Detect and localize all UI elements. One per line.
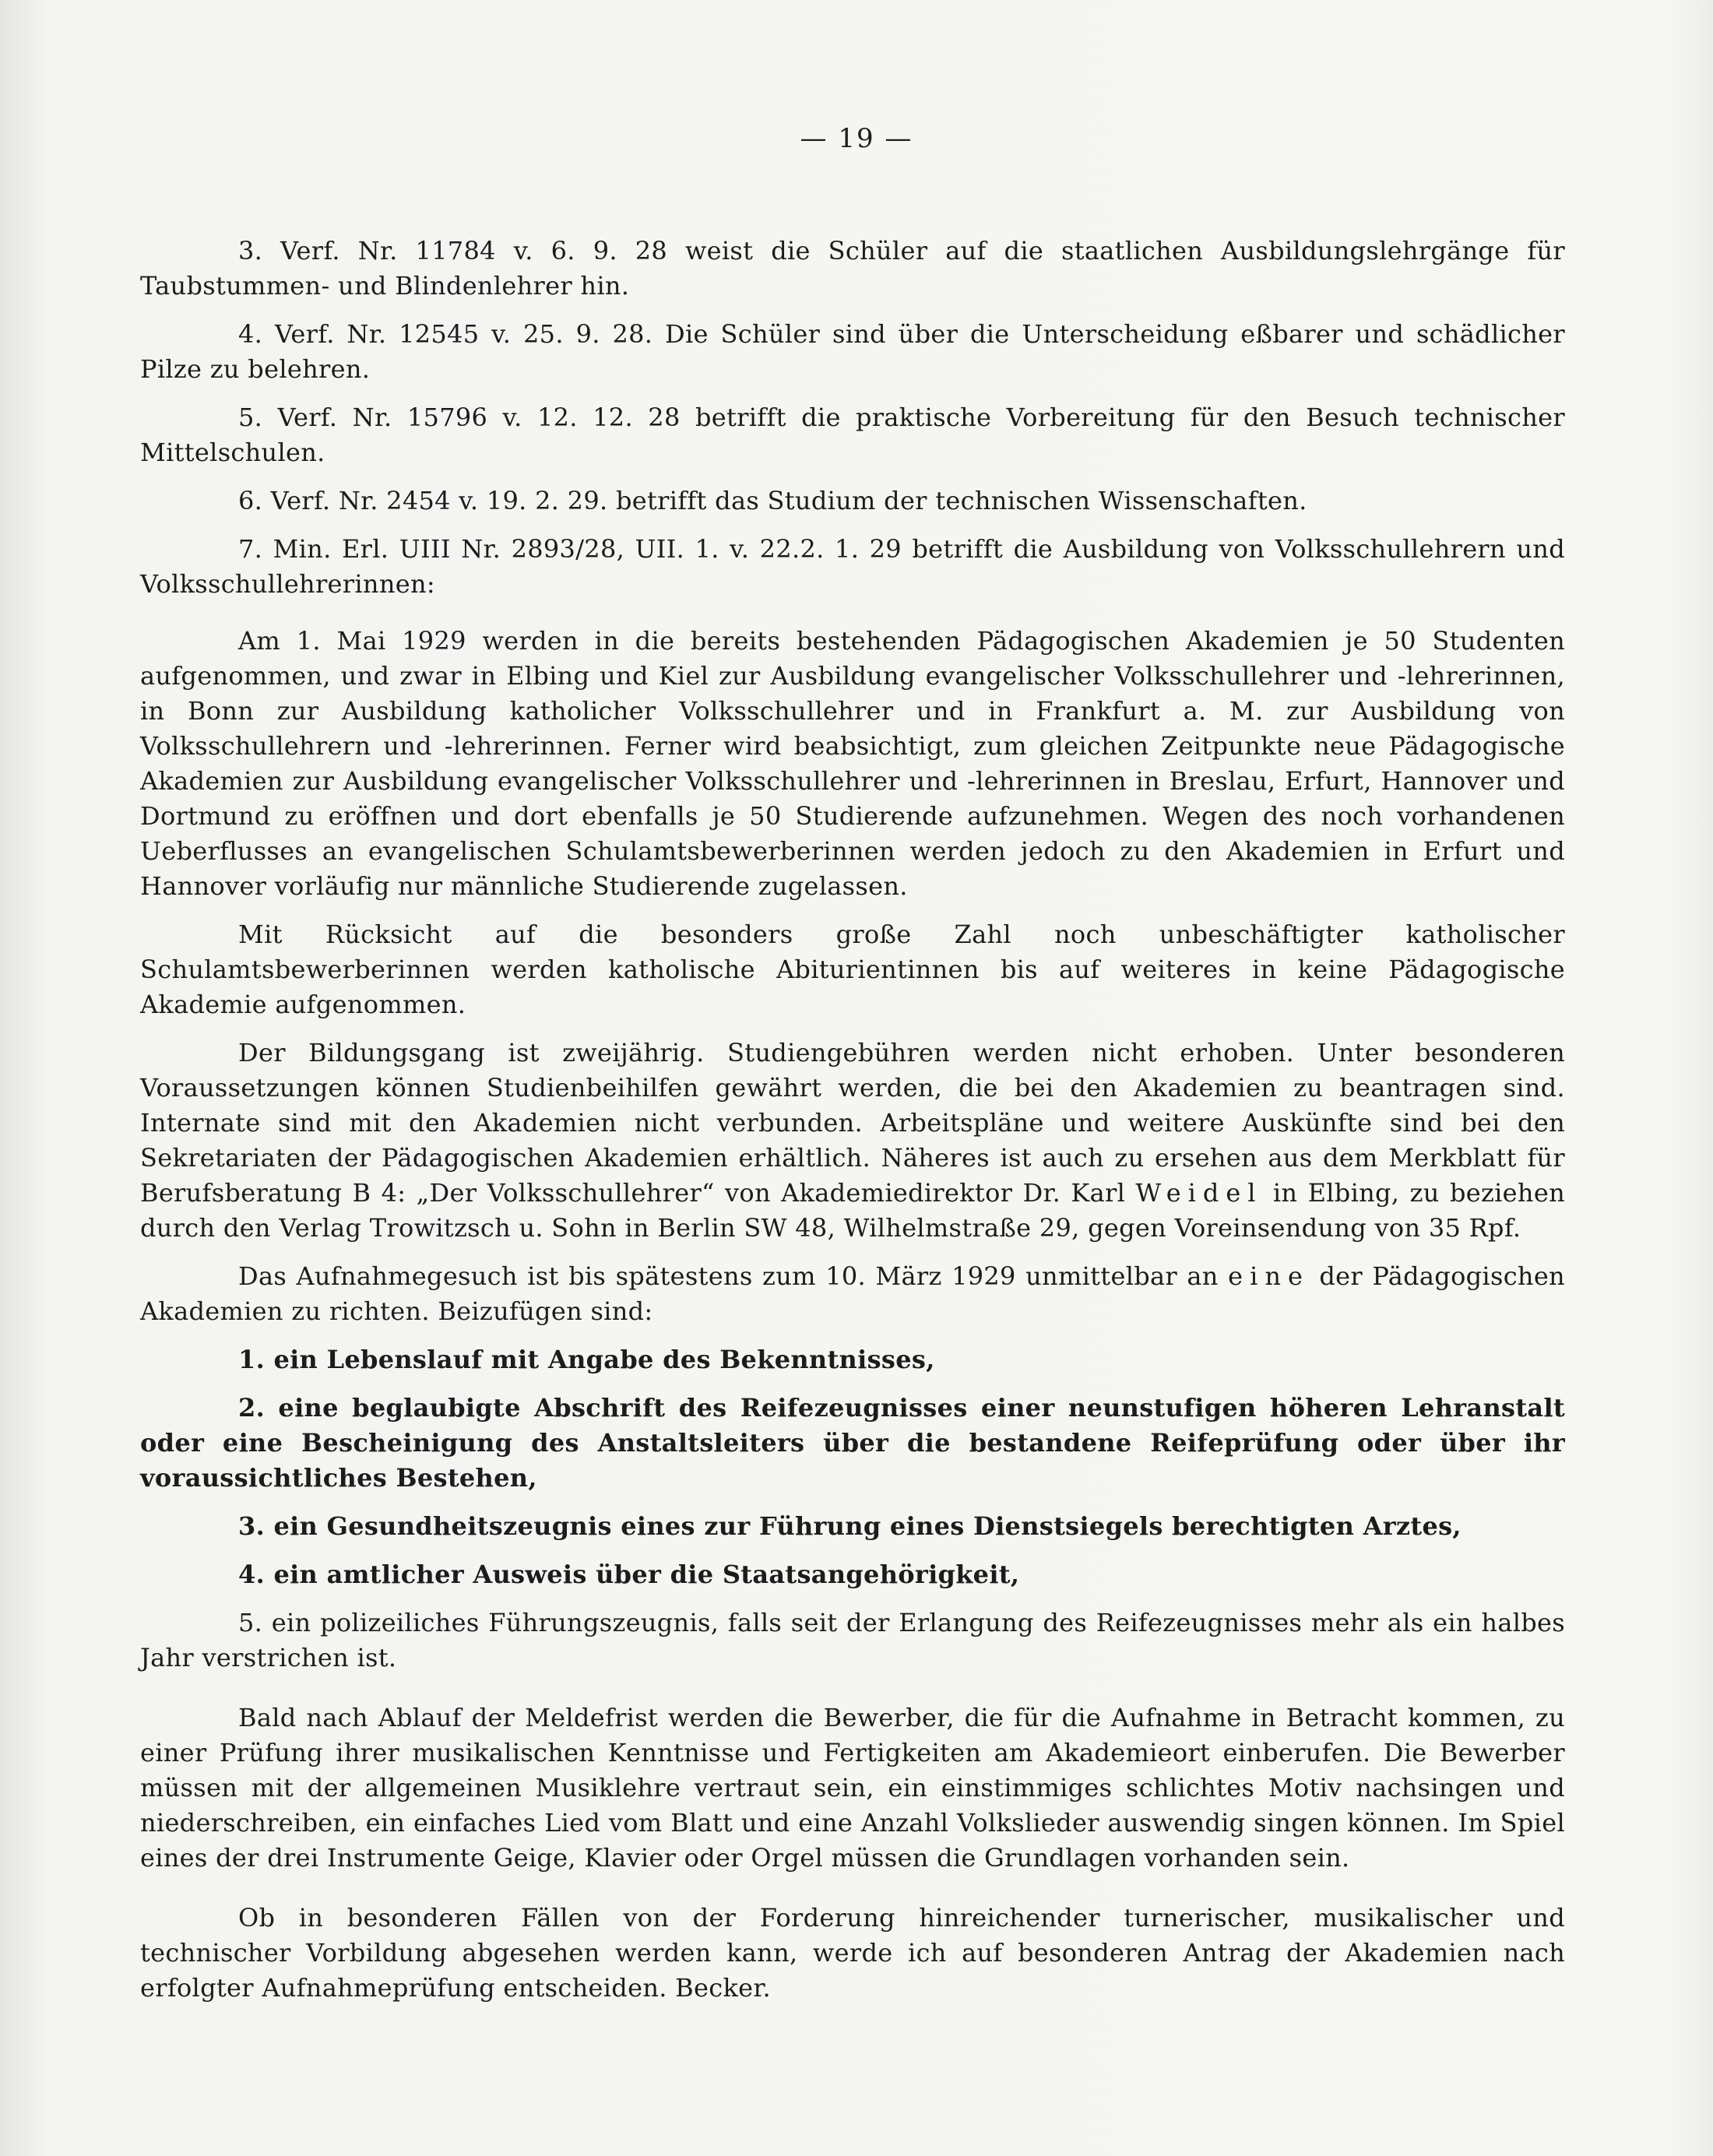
requirement-item-3: 3. ein Gesundheitszeugnis eines zur Führung eines Dienstsiegels berechtigten Arztes, [238, 1511, 1462, 1541]
closing-paragraph: Ob in besonderen Fällen von der Forderung hinreichender turnerischer, musikalischer und technischer Vorbildung abgesehen werden kann, werde ich auf besonderen Antrag der Akademien nach erfolgter Aufnahmeprüfung entscheiden. Becker. [140, 1903, 1565, 2003]
requirement-item-4: 4. ein amtlicher Ausweis über die Staatsangehörigkeit, [238, 1560, 1020, 1589]
director-name: Weidel [1135, 1178, 1263, 1208]
decree-item-3: 3. Verf. Nr. 11784 v. 6. 9. 28 weist die Schüler auf die staatlichen Ausbildungslehrgänge für Taubstummen- und Blindenlehrer hin. [140, 236, 1565, 301]
application-text-end: der Pädagogischen Akademien zu richten. Beizufügen sind: [140, 1261, 1565, 1326]
music-exam-paragraph: Bald nach Ablauf der Meldefrist werden die Bewerber, die für die Aufnahme in Betracht kommen, zu einer Prüfung ihrer musikalischen Kenntnisse und Fertigkeiten am Akademieort einberufen. Die Bewerber müssen mit der allgemeinen Musiklehre vertraut sein, ein einstimmiges schlichtes Motiv nachsingen und niederschreiben, ein einfaches Lied vom Blatt und eine Anzahl Volkslieder auswendig singen können. Im Spiel eines der drei Instrumente Geige, Klavier oder Orgel müssen die Grundlagen vorhanden sein. [140, 1703, 1565, 1873]
application-paragraph [140, 1259, 1565, 1329]
study-details-text: Der Bildungsgang ist zweijährig. Studiengebühren werden nicht erhoben. Unter besonderen Voraussetzungen können Studienbeihilfen gewährt werden, die bei den Akademien zu beantragen sind. Internate sind mit den Akademien nicht verbunden. Arbeitspläne und weitere Auskünfte sind bei den Sekretariaten der Pädagogischen Akademien erhältlich. Näheres ist auch zu ersehen aus dem Merkblatt für Berufsberatung B 4: „Der Volksschullehrer“ von Akademiedirektor Dr. Karl [140, 1038, 1565, 1208]
emphasis-eine: eine [1228, 1261, 1310, 1291]
page-number: — 19 — [800, 123, 913, 154]
requirement-item-1: 1. ein Lebenslauf mit Angabe des Bekenntnisses, [238, 1345, 935, 1374]
requirement-item-5: 5. ein polizeiliches Führungszeugnis, falls seit der Erlangung des Reifezeugnisses mehr als ein halbes Jahr verstrichen ist. [140, 1608, 1565, 1672]
decree-item-7: 7. Min. Erl. UIII Nr. 2893/28, UII. 1. v. 22.2. 1. 29 betrifft die Ausbildung von Volksschullehrern und Volksschullehrerinnen: [140, 534, 1565, 599]
decree-item-4: 4. Verf. Nr. 12545 v. 25. 9. 28. Die Schüler sind über die Unterscheidung eßbarer und schädlicher Pilze zu belehren. [140, 319, 1565, 384]
requirement-item-2: 2. eine beglaubigte Abschrift des Reifezeugnisses einer neunstufigen höheren Lehranstalt oder eine Bescheinigung des Anstaltsleiters über die bestandene Reifeprüfung oder über ihr voraussichtliches Bestehen, [140, 1393, 1565, 1493]
decree-item-5: 5. Verf. Nr. 15796 v. 12. 12. 28 betrifft die praktische Vorbereitung für den Besuch technischer Mittelschulen. [140, 403, 1565, 467]
decree-item-6: 6. Verf. Nr. 2454 v. 19. 2. 29. betrifft das Studium der technischen Wissenschaften. [238, 486, 1307, 515]
study-details-paragraph [140, 1036, 1565, 1246]
study-details-text-end: in Elbing, zu beziehen durch den Verlag Trowitzsch u. Sohn in Berlin SW 48, Wilhelmstraße 29, gegen Voreinsendung von 35 Rpf. [140, 1178, 1565, 1243]
application-text: Das Aufnahmegesuch ist bis spätestens zum 10. März 1929 unmittelbar an [238, 1261, 1219, 1291]
academies-paragraph: Am 1. Mai 1929 werden in die bereits bestehenden Pädagogischen Akademien je 50 Studenten aufgenommen, und zwar in Elbing und Kiel zur Ausbildung evangelischer Volksschullehrer und -lehrerinnen, in Bonn zur Ausbildung katholicher Volksschullehrer und in Frankfurt a. M. zur Ausbildung von Volksschullehrern und -lehrerinnen. Ferner wird beabsichtigt, zum gleichen Zeitpunkte neue Pädagogische Akademien zur Ausbildung evangelischer Volksschullehrer und -lehrerinnen in Breslau, Erfurt, Hannover und Dortmund zu eröffnen und dort ebenfalls je 50 Studierende aufzunehmen. Wegen des noch vorhandenen Ueberflusses an evangelischen Schulamtsbewerberinnen werden jedoch zu den Akademien in Erfurt und Hannover vorläufig nur männliche Studierende zugelassen. [140, 626, 1565, 901]
document-body [140, 234, 1565, 2006]
catholic-applicants-paragraph: Mit Rücksicht auf die besonders große Zahl noch unbeschäftigter katholischer Schulamtsbewerberinnen werden katholische Abiturientinnen bis auf weiteres in keine Pädagogische Akademie aufgenommen. [140, 920, 1565, 1019]
